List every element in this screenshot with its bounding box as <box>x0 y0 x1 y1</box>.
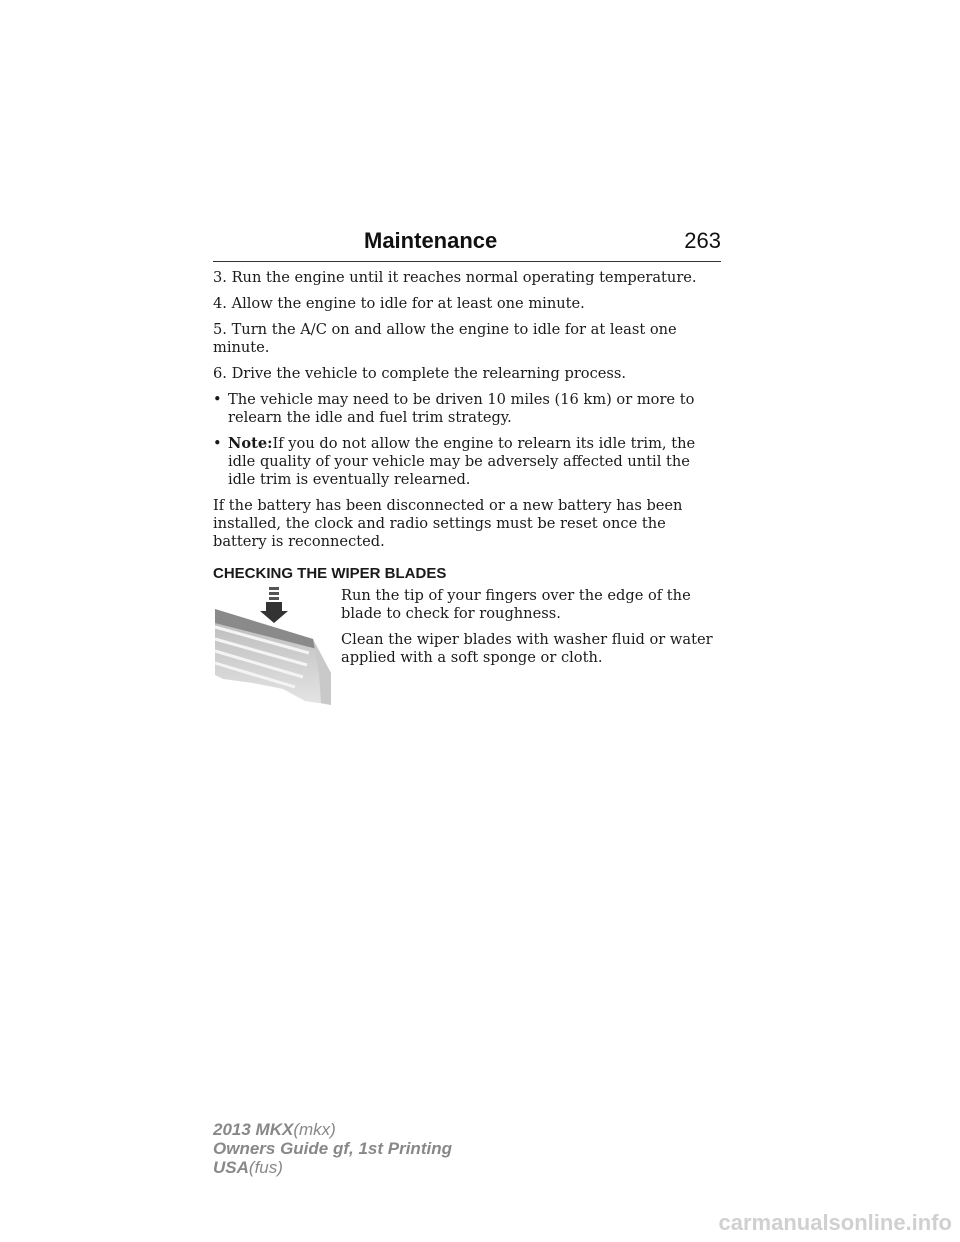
bullet-icon: • <box>213 391 222 408</box>
page-title: Maintenance <box>364 228 498 253</box>
footer-market: USA <box>213 1158 249 1177</box>
wiper-paragraph: Run the tip of your fingers over the edge of the blade to check for roughness. <box>341 587 691 622</box>
wiper-text <box>341 587 721 675</box>
section-heading: CHECKING THE WIPER BLADES <box>213 565 447 582</box>
bullet-text: The vehicle may need to be driven 10 miles (16 km) or more to relearn the idle and fuel trim strategy. <box>228 391 695 426</box>
page-footer <box>213 1120 452 1177</box>
step-4: 4. Allow the engine to idle for at least one minute. <box>213 295 585 312</box>
step-5: 5. Turn the A/C on and allow the engine to idle for at least one minute. <box>213 321 677 356</box>
wiper-section <box>213 587 721 707</box>
page-number: 263 <box>684 228 721 253</box>
footer-line-1 <box>213 1120 452 1139</box>
footer-model: 2013 MKX <box>213 1120 294 1139</box>
footer-line-3 <box>213 1158 452 1177</box>
wiper-paragraph: Clean the wiper blades with washer fluid or water applied with a soft sponge or cloth. <box>341 631 713 666</box>
step-6: 6. Drive the vehicle to complete the relearning process. <box>213 365 627 382</box>
bullet-text: If you do not allow the engine to relearn its idle trim, the idle quality of your vehicle may be adversely affected until the idle trim is eventually relearned. <box>228 435 696 488</box>
bullet-icon: • <box>213 435 222 452</box>
battery-paragraph: If the battery has been disconnected or a new battery has been installed, the clock and radio settings must be reset once the battery is reconnected. <box>213 497 683 550</box>
footer-model-code: (mkx) <box>293 1120 336 1139</box>
footer-line-2: Owners Guide gf, 1st Printing <box>213 1139 452 1158</box>
step-3: 3. Run the engine until it reaches normal operating temperature. <box>213 269 697 286</box>
page-header <box>213 228 721 262</box>
header-divider <box>213 261 721 262</box>
note-label: Note: <box>228 435 273 452</box>
watermark: carmanualsonline.info <box>718 1210 952 1235</box>
wiper-blade-illustration-icon <box>213 587 333 705</box>
bullet-item-note <box>213 435 721 489</box>
footer-market-code: (fus) <box>248 1158 283 1177</box>
bullet-item <box>213 391 721 427</box>
page-body <box>213 269 721 707</box>
